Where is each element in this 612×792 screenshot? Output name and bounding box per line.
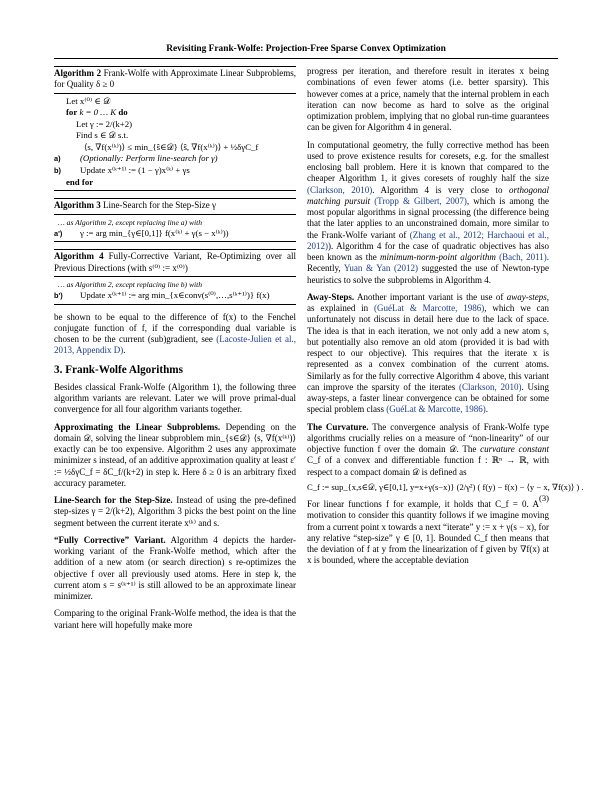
mnp-term: minimum-norm-point algorithm <box>380 252 496 262</box>
algo2-line-a <box>54 153 296 165</box>
fully-corrective-heading: “Fully Corrective” Variant. <box>54 534 166 545</box>
algorithm-3-label: Algorithm 3 <box>54 200 101 211</box>
citation-clarkson-2[interactable]: (Clarkson, 2010) <box>459 381 522 392</box>
algorithm-4-box <box>54 249 296 304</box>
linesearch-paragraph <box>54 495 296 529</box>
algo3-note: … as Algorithm 2, except replacing line a) with <box>58 217 203 227</box>
geometry-text-b: . Algorithm 4 is very close to <box>372 184 509 195</box>
away-steps-heading: Away-Steps. <box>307 291 355 302</box>
curvature-text-a: The convergence analysis of Frank-Wolfe type algorithms crucially relies on a measure of “non-linearity” of our objective function f over the domain 𝒟. The <box>307 421 549 454</box>
comparison-paragraph: Comparing to the original Frank-Wolfe method, the idea is that the variant here will hopefully make more <box>54 608 296 630</box>
away-text-e: . <box>485 404 488 415</box>
algo2-for-range: k = 0 … K <box>79 107 117 118</box>
away-steps-paragraph <box>307 292 549 416</box>
algo4-line <box>54 290 296 302</box>
citation-lacoste-julien[interactable]: (Lacoste-Julien et al., 2013, Appendix D) <box>54 334 296 356</box>
algo2-do-keyword: do <box>118 107 128 118</box>
header-rule <box>54 58 558 59</box>
geometry-text-e: . Recently, <box>307 252 549 274</box>
curvature-heading: The Curvature. <box>307 421 369 432</box>
equation-curvature <box>307 481 584 503</box>
algorithm-2-caption: Frank-Wolfe with Approximate Linear Subproblems, for Quality δ ≥ 0 <box>54 68 296 90</box>
algo2-line-b-text: Update x⁽ᵏ⁺¹⁾ := (1 − γ)x⁽ᵏ⁾ + γs <box>80 165 190 176</box>
equation-number: (3) <box>538 493 549 503</box>
left-column <box>54 66 296 631</box>
algorithm-2-body <box>54 94 296 191</box>
curvature-text-b: C_f of a convex and differentiable function f : ℝⁿ → ℝ, with respect to a compact domain 𝒟 is defined as <box>307 455 549 477</box>
intro-paragraph <box>54 312 296 357</box>
algorithm-2-box <box>54 66 296 191</box>
progress-paragraph: progress per iteration, and therefore result in iterates x being combinations of even fewer atoms (i.e. better sparsity). This however comes at a price, namely that the internal problem in each iteration can now become as hard to solve as the original optimization problem, implying that no global run-time guarantees can be given for Algorithm 4 in general. <box>307 66 549 133</box>
algo2-line-endfor: end for <box>66 176 94 187</box>
intro-text: be shown to be equal to the difference of f(x) to the Fenchel conjugate function of f, if the corresponding dual variable is chosen to be the current (sub)gradient, see <box>54 311 296 345</box>
geometry-text-d: ). Algorithm 4 for the case of quadratic objectives has also been known as the <box>307 240 549 262</box>
running-header: Revisiting Frank-Wolfe: Projection-Free Sparse Convex Optimization <box>166 44 446 54</box>
citation-bach[interactable]: (Bach, 2011) <box>499 252 547 262</box>
algorithm-4-caption: Fully-Corrective Variant, Re-Optimizing over all Previous Directions (with s⁽⁰⁾ := x⁽⁰⁾) <box>54 251 296 273</box>
algorithm-4-title <box>54 250 296 277</box>
citation-clarkson[interactable]: (Clarkson, 2010) <box>307 184 373 195</box>
algo4-note: … as Algorithm 2, except replacing line b) with <box>58 279 203 289</box>
away-text-c: , which we can unfortunately not discuss in detail here due to the lack of space. The idea is that in each iteration, we not only add a new atom s, but potentially also remove an old atom (provided it is bad with respect to our objective). This requires that the iterate x is represented as a convex combination of the current atoms. Similarly as for the fully corrective Algorithm 4 above, this variant can improve the sparsity of the iterates <box>307 303 550 392</box>
algorithm-2-label: Algorithm 2 <box>54 68 102 78</box>
section-heading: 3. Frank-Wolfe Algorithms <box>54 363 183 376</box>
citation-guelat-1[interactable]: (GuéLat & Marcotte, 1986) <box>374 303 485 313</box>
linesearch-text: Instead of using the pre-defined step-sizes γ = 2/(k+2), Algorithm 3 picks the best point on the line segment between the current iterate x⁽ᵏ⁾ and s. <box>54 495 296 528</box>
approx-paragraph <box>54 422 296 490</box>
curvature-paragraph <box>307 422 549 478</box>
algo2-line-a-text: (Optionally: Perform line-search for γ) <box>80 153 218 164</box>
equation-body: C_f := sup_{x,s∈𝒟, γ∈[0,1], y=x+γ(s−x)} (2/γ²) ( f(y) − f(x) − ⟨y − x, ∇f(x)⟩ ) . <box>307 481 584 492</box>
fully-corrective-text: Algorithm 4 depicts the harder-working variant of the Frank-Wolfe method, which after the addition of a new atom (or search direction) s re-optimizes the objective f over all previously used atoms. Here in step k, the current atom s = s⁽ᵏ⁺¹⁾ is still allowed to be an approximate linear minimizer. <box>54 534 296 602</box>
algo2-line-for <box>54 107 296 119</box>
geometry-text-c: , which is among the most popular algorithms in signal processing (the difference being that the later applies to an unconstrained domain, more similar to the Frank-Wolfe variant of <box>307 195 549 240</box>
algo2-line-init: Let x⁽⁰⁾ ∈ 𝒟 <box>66 95 111 106</box>
algorithm-3-caption: Line-Search for the Step-Size γ <box>103 200 216 211</box>
algo3-line <box>54 228 296 240</box>
algorithm-4-label: Algorithm 4 <box>54 251 104 262</box>
omp-term: orthogonal matching pursuit <box>307 184 549 206</box>
citation-zhang-harchaoui[interactable]: (Zhang et al., 2012; Harchaoui et al., 2012) <box>307 229 549 251</box>
algo4-label: b') <box>54 291 63 301</box>
algo2-line-find: Find s ∈ 𝒟 s.t. <box>76 130 129 141</box>
algo2-line-gamma: Let γ := 2/(k+2) <box>76 118 133 129</box>
approx-text: Depending on the domain 𝒟, solving the linear subproblem min_{s∈𝒟} ⟨s, ∇f(x⁽ᵏ⁾)⟩ exactly can be too expensive. Algorithm 2 uses any approximate minimizer s instead, of an additive approximation quality at least ε′ := ½δγC_f = δC_f/(k+2) in step k. Here δ ≥ 0 is an arbitrary fixed accuracy parameter. <box>54 421 297 488</box>
algo2-line-condition: ⟨s, ∇f(x⁽ᵏ⁾)⟩ ≤ min_{ŝ∈𝒟} ⟨ŝ, ∇f(x⁽ᵏ⁾)⟩ + ½δγC_f <box>84 141 259 152</box>
geometry-text-f: suggested the use of Newton-type heuristics to solve the subproblems in Algorithm 4. <box>307 263 549 285</box>
algo2-for-keyword: for <box>66 107 78 118</box>
away-steps-term: away-steps <box>506 291 547 302</box>
citation-tropp-gilbert[interactable]: (Tropp & Gilbert, 2007) <box>374 195 467 206</box>
algorithm-3-title <box>54 199 296 214</box>
right-column <box>307 66 584 567</box>
linear-functions-paragraph: For linear functions f for example, it holds that C_f = 0. A motivation to consider this quantity follows if we imagine moving from a current point x towards a next “iterate” y := x + γ(s − x), for any relative “step-size” γ ∈ [0, 1]. Bounded C_f then means that the deviation of f at y from the linearization of f given by ∇f(x) at x is bounded, where the acceptable deviation <box>307 499 549 566</box>
algorithm-3-body <box>54 215 296 242</box>
away-text-b: , as explained in <box>307 291 549 313</box>
algorithm-3-box <box>54 198 296 242</box>
citation-yuan-yan[interactable]: Yuan & Yan (2012) <box>343 263 418 274</box>
geometry-text-a: In computational geometry, the fully corrective method has been used to prove existence results for coresets, e.g. for the smallest enclosing ball problem. Here it is known that compared to the cheaper Algorithm 1, it gives coresets of roughly half the size <box>307 139 549 184</box>
algo2-line-b <box>54 165 296 177</box>
algo3-line-text: γ := arg min_{γ∈[0,1]} f(x⁽ᵏ⁾ + γ(s − x⁽ᵏ⁾)) <box>80 227 229 238</box>
algo2-label-a: a) <box>54 154 61 164</box>
algorithm-2-title <box>54 67 296 94</box>
citation-guelat-2[interactable]: (GuéLat & Marcotte, 1986) <box>386 404 486 415</box>
linesearch-heading: Line-Search for the Step-Size. <box>54 495 173 506</box>
intro-text-end: . <box>123 345 126 356</box>
away-text-a: Another important variant is the use of <box>354 291 507 302</box>
fully-corrective-paragraph <box>54 535 296 603</box>
section-intro-paragraph: Besides classical Frank-Wolfe (Algorithm 1), the following three algorithm variants are relevant. Later we will prove primal-dual convergence for all four algorithm variants together. <box>54 381 296 415</box>
geometry-paragraph <box>307 140 549 286</box>
curvature-term: curvature constant <box>480 444 549 454</box>
algorithm-4-body <box>54 277 296 304</box>
algo2-label-b: b) <box>54 166 61 176</box>
algo4-line-text: Update x⁽ᵏ⁺¹⁾ := arg min_{x∈conv(s⁽⁰⁾,…,s⁽ᵏ⁺¹⁾)} f(x) <box>80 290 270 301</box>
algo3-label: a') <box>54 228 63 238</box>
away-text-d: . Using away-steps, a faster linear convergence can be obtained for some special problem class <box>307 381 549 415</box>
approx-heading: Approximating the Linear Subproblems. <box>54 421 221 432</box>
